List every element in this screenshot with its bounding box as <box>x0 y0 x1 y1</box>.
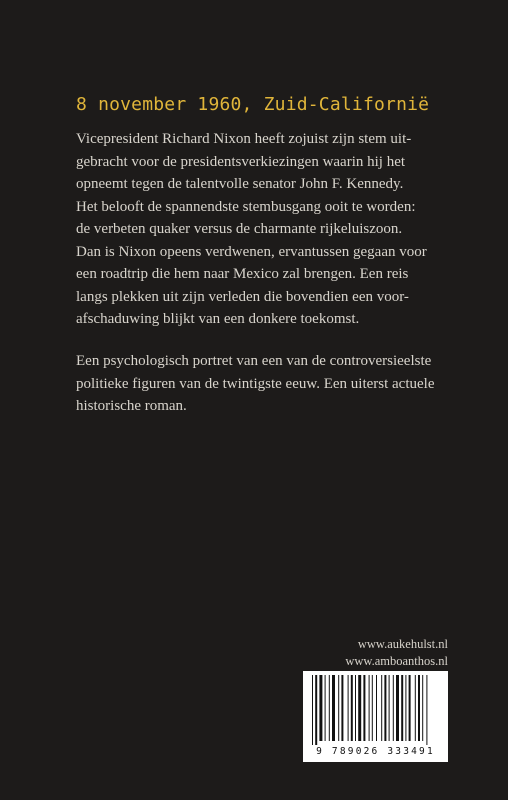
blurb-line: opneemt tegen de talentvolle senator John F. Kennedy. <box>76 176 404 192</box>
blurb-line: Dan is Nixon opeens verdwenen, ervantussen gegaan voor <box>76 243 427 260</box>
blurb-line: politieke figuren van de twintigste eeuw. Een uiterst actuele <box>76 375 435 392</box>
blurb-line: afschaduwing blijkt van een donkere toekomst. <box>76 311 360 327</box>
blurb-line: een roadtrip die hem naar Mexico zal brengen. Een reis <box>76 266 409 282</box>
blurb-line: gebracht voor de presidentsverkiezingen waarin hij het <box>76 153 406 170</box>
headline-date-place: 8 november 1960, Zuid-Californië <box>76 94 430 115</box>
website-list <box>345 636 448 669</box>
website-publisher[interactable]: www.amboanthos.nl <box>345 653 448 668</box>
blurb-line: Het belooft de spannendste stembusgang ooit te worden: <box>76 198 416 215</box>
isbn-barcode <box>303 671 448 762</box>
blurb-line: historische roman. <box>76 398 187 414</box>
blurb-paragraph-1 <box>76 128 436 331</box>
blurb-line: Vicepresident Richard Nixon heeft zojuist zijn stem uit- <box>76 131 412 147</box>
website-author[interactable]: www.aukehulst.nl <box>357 637 448 651</box>
blurb-paragraph-2 <box>76 350 436 418</box>
blurb-line: Een psychologisch portret van een van de controversieelste <box>76 353 432 369</box>
isbn-number: 9 789026 333491 <box>316 746 435 757</box>
blurb-line: de verbeten quaker versus de charmante rijkeluiszoon. <box>76 221 403 237</box>
blurb-line: langs plekken uit zijn verleden die bovendien een voor- <box>76 288 409 305</box>
